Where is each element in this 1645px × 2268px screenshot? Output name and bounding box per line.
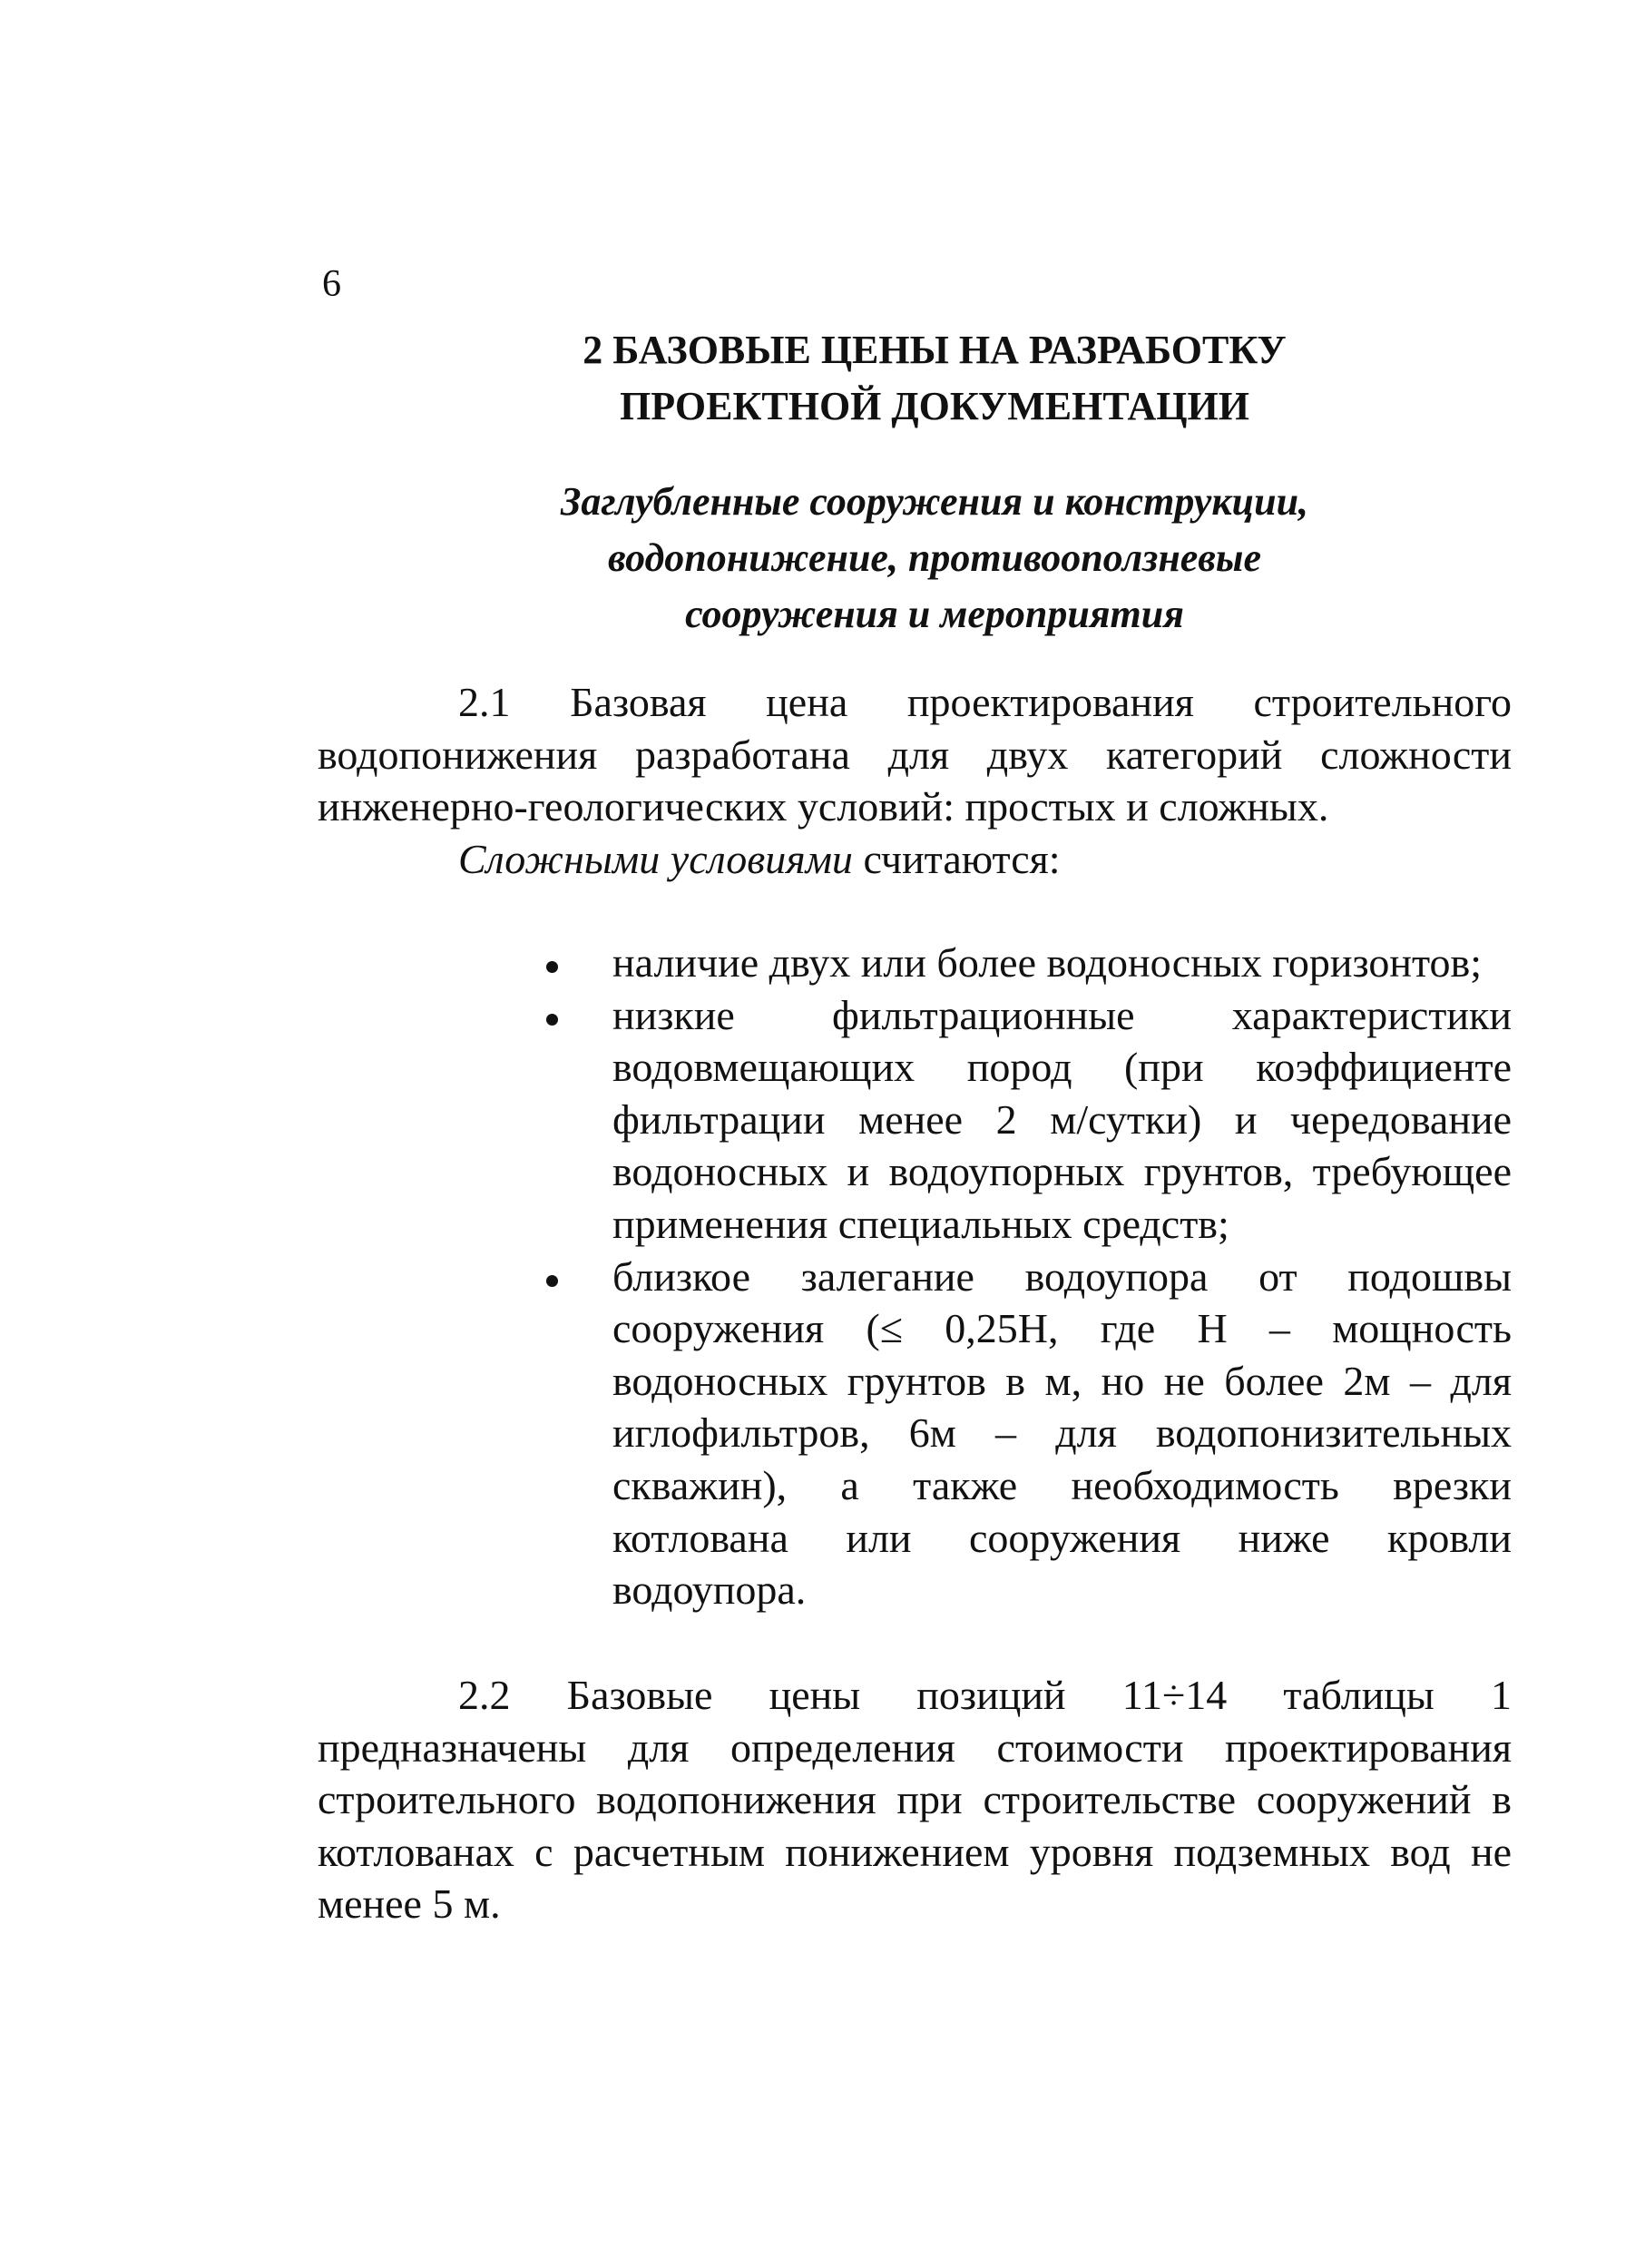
complex-conditions-emphasis: Сложными условиями — [458, 835, 853, 882]
subsection-title-line-1: Заглубленные сооружения и конструкции, — [560, 479, 1309, 524]
section-title-line-2: ПРОЕКТНОЙ ДОКУМЕНТАЦИИ — [620, 384, 1249, 428]
paragraph-2-2: 2.2 Базовые цены позиций 11÷14 таблицы 1 предназначены для определения стоимости проектирования строительного водопонижения при строительстве сооружений в котлованах с расчетным понижением уровня подземных вод не менее 5 м. — [318, 1672, 1512, 1928]
bullet-icon — [534, 1251, 570, 1303]
subsection-title-line-2: водопонижение, противооползневые — [607, 535, 1261, 580]
list-item — [318, 937, 1512, 989]
page-number: 6 — [322, 263, 341, 305]
complex-conditions-list — [318, 937, 1512, 1616]
paragraph-2-1: 2.1 Базовая цена проектирования строительного водопонижения разработана для двух категорий сложности инженерно-геологических условий: простых и сложных. — [318, 679, 1512, 830]
section-title-line-1: 2 БАЗОВЫЕ ЦЕНЫ НА РАЗРАБОТКУ — [583, 328, 1287, 372]
list-item-text: наличие двух или более водоносных горизонтов; — [612, 939, 1483, 986]
list-item — [318, 1251, 1512, 1616]
section-title — [299, 322, 1570, 435]
list-item-text: близкое залегание водоупора от подошвы сооружения (≤ 0,25Н, где Н – мощность водоносных грунтов в м, но не более 2м – для иглофильтров, 6м – для водопонизительных скважин), а также необходимость врезки котлована или сооружения ниже кровли водоупора. — [612, 1252, 1512, 1614]
list-item — [318, 989, 1512, 1251]
bullet-icon — [534, 989, 570, 1042]
bullet-icon — [534, 937, 570, 989]
complex-conditions-rest: считаются: — [852, 835, 1061, 882]
paragraph-2-1-block — [318, 676, 1512, 885]
subsection-title-line-3: сооружения и мероприятия — [685, 592, 1184, 636]
paragraph-2-2-block — [318, 1669, 1512, 1930]
complex-conditions-intro — [318, 833, 1512, 886]
subsection-title — [299, 474, 1570, 643]
list-item-text: низкие фильтрационные характеристики водовмещающих пород (при коэффициенте фильтрации менее 2 м/сутки) и чередование водоносных и водоупорных грунтов, требующее применения специальных средств; — [612, 991, 1512, 1247]
